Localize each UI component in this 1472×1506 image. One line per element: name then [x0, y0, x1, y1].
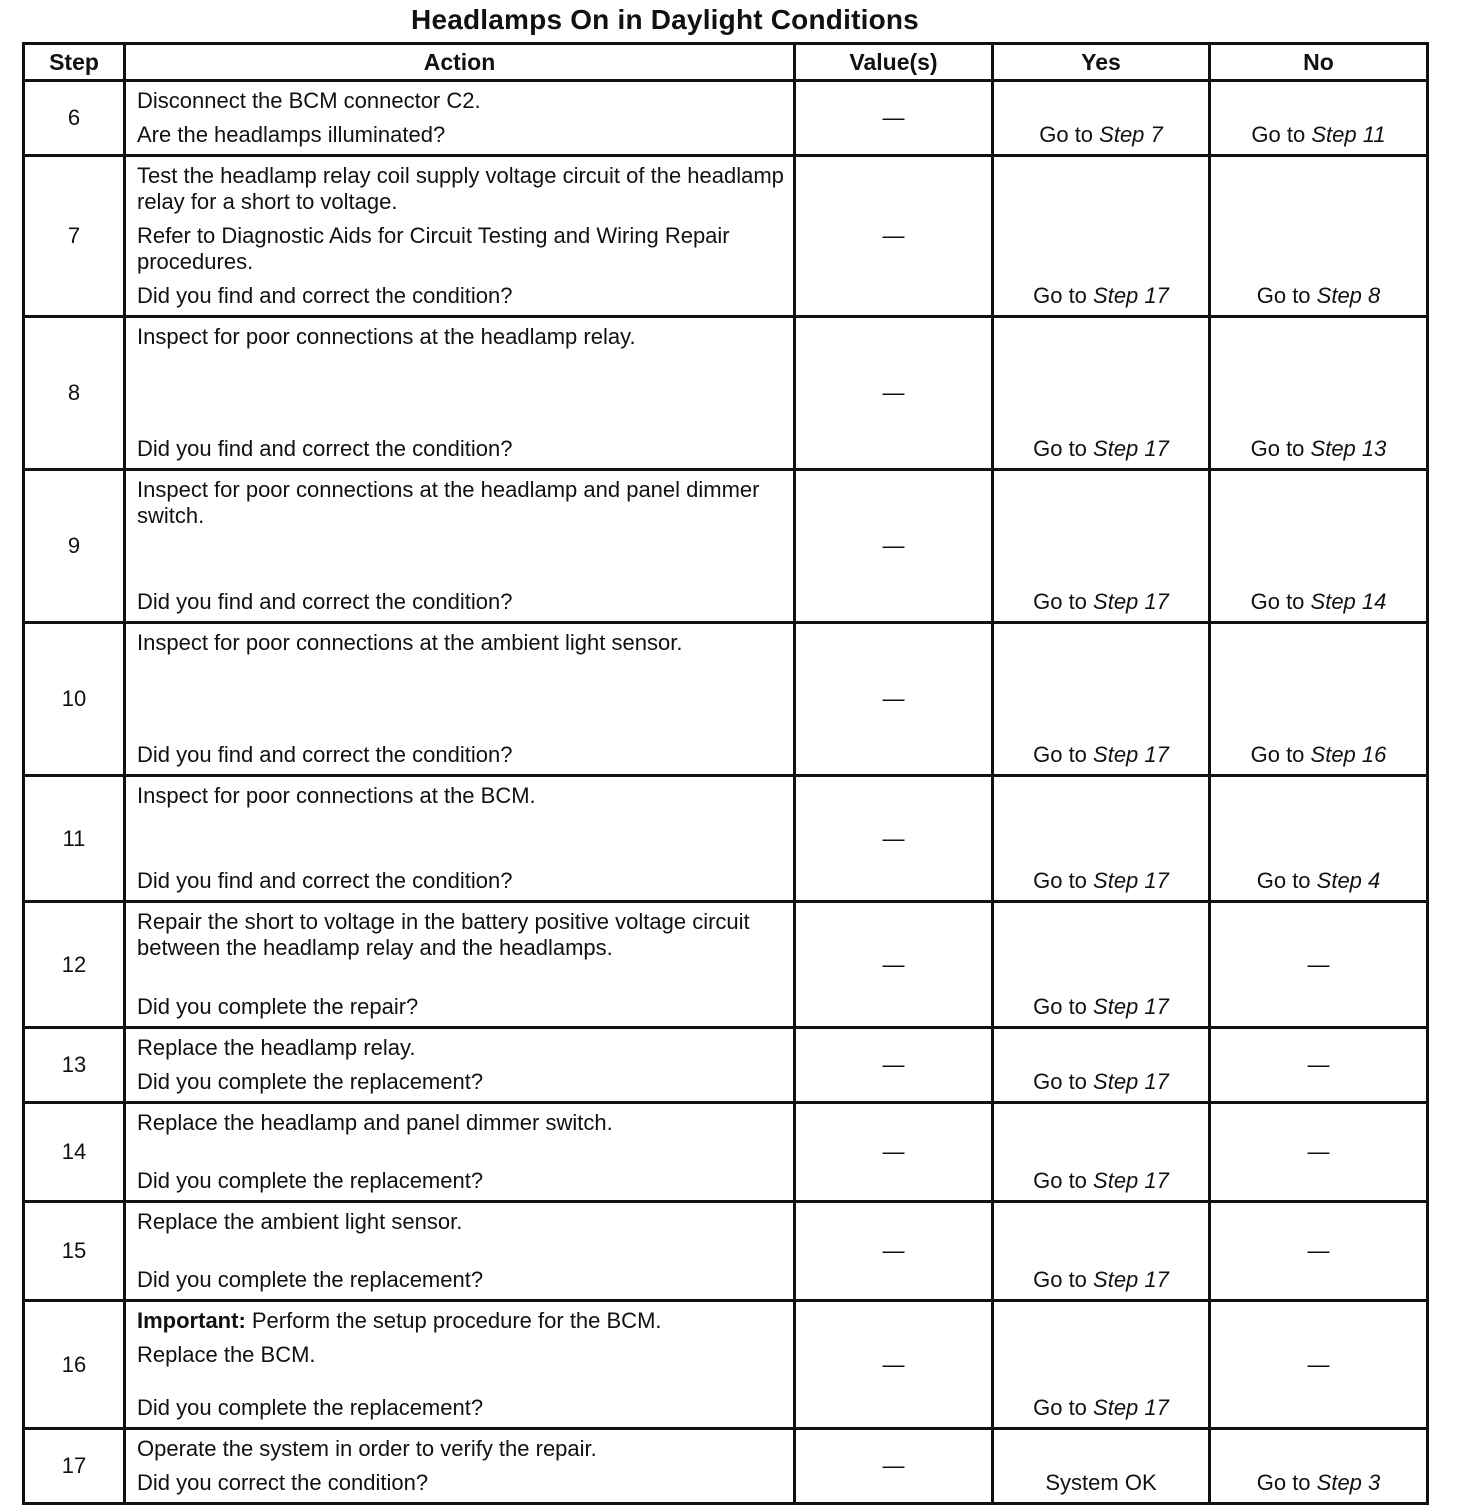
step-reference: Step 4 — [1316, 868, 1381, 893]
no-cell — [1210, 156, 1428, 317]
table-row — [24, 623, 1428, 776]
action-question: Did you find and correct the condition? — [137, 868, 513, 893]
value-cell: — — [795, 902, 993, 1028]
no-cell — [1210, 623, 1428, 776]
action-line: Inspect for poor connections at the BCM. — [137, 783, 536, 808]
action-question: Did you correct the condition? — [137, 1470, 429, 1495]
step-reference: Step 17 — [1093, 868, 1169, 893]
step-number: 7 — [24, 156, 125, 317]
action-question: Did you find and correct the condition? — [137, 742, 513, 767]
step-reference: Step 13 — [1310, 436, 1387, 461]
step-reference: Step 17 — [1093, 1069, 1169, 1094]
important-text: Perform the setup procedure for the BCM. — [245, 1308, 662, 1333]
action-cell — [125, 623, 795, 776]
action-line: Operate the system in order to verify the repair. — [137, 1436, 597, 1461]
action-cell — [125, 902, 795, 1028]
goto-prefix: Go to — [1039, 122, 1100, 147]
table-row — [24, 1301, 1428, 1429]
action-question: Did you complete the replacement? — [137, 1069, 484, 1094]
goto-prefix: Go to — [1033, 742, 1094, 767]
table-row — [24, 1429, 1428, 1504]
value-cell: — — [795, 1202, 993, 1301]
value-cell: — — [795, 623, 993, 776]
step-number: 15 — [24, 1202, 125, 1301]
action-content — [137, 1209, 785, 1293]
table-row — [24, 317, 1428, 470]
action-cell — [125, 1301, 795, 1429]
no-cell: — — [1210, 1202, 1428, 1301]
action-cell — [125, 156, 795, 317]
action-cell — [125, 317, 795, 470]
action-question: Did you complete the replacement? — [137, 1395, 484, 1420]
action-content — [137, 88, 785, 148]
step-reference: Step 17 — [1093, 436, 1169, 461]
step-number: 6 — [24, 81, 125, 156]
table-row — [24, 1028, 1428, 1103]
value-cell: — — [795, 1301, 993, 1429]
action-content — [137, 1035, 785, 1095]
yes-cell — [993, 1301, 1210, 1429]
step-reference: Step 8 — [1316, 283, 1381, 308]
no-cell: — — [1210, 1301, 1428, 1429]
goto-prefix: Go to — [1251, 122, 1312, 147]
page-title: Headlamps On in Daylight Conditions — [411, 4, 919, 35]
step-reference: Step 7 — [1099, 122, 1163, 147]
action-line: Replace the BCM. — [137, 1342, 316, 1367]
yes-cell — [993, 1103, 1210, 1202]
step-reference: Step 17 — [1093, 1267, 1169, 1292]
value-cell: — — [795, 470, 993, 623]
goto-prefix: Go to — [1256, 283, 1317, 308]
action-content — [137, 1110, 785, 1194]
action-question: Did you complete the repair? — [137, 994, 419, 1019]
action-line: Refer to Diagnostic Aids for Circuit Testing and Wiring Repair procedures. — [137, 223, 730, 274]
action-line: Repair the short to voltage in the battery positive voltage circuit between the headlamp relay and the headlamps. — [137, 909, 750, 960]
important-label: Important: — [137, 1308, 246, 1333]
yes-cell — [993, 902, 1210, 1028]
action-question: Did you find and correct the condition? — [137, 283, 513, 308]
no-cell — [1210, 317, 1428, 470]
table-row — [24, 81, 1428, 156]
table-body — [24, 81, 1428, 1504]
action-question: Did you complete the replacement? — [137, 1168, 484, 1193]
action-cell — [125, 1202, 795, 1301]
value-cell: — — [795, 1103, 993, 1202]
action-content — [137, 477, 785, 615]
action-cell — [125, 81, 795, 156]
yes-cell — [993, 776, 1210, 902]
action-cell — [125, 470, 795, 623]
header-values: Value(s) — [795, 44, 993, 81]
no-cell: — — [1210, 1103, 1428, 1202]
yes-cell — [993, 1028, 1210, 1103]
action-content — [137, 1308, 785, 1421]
action-line: Inspect for poor connections at the ambient light sensor. — [137, 630, 683, 655]
value-cell: — — [795, 81, 993, 156]
table-header-row — [24, 44, 1428, 81]
step-number: 9 — [24, 470, 125, 623]
table-row — [24, 156, 1428, 317]
step-number: 10 — [24, 623, 125, 776]
action-content — [137, 163, 785, 309]
step-reference: Step 17 — [1093, 1168, 1169, 1193]
action-line: Inspect for poor connections at the headlamp and panel dimmer switch. — [137, 477, 760, 528]
action-line: Replace the headlamp relay. — [137, 1035, 416, 1060]
no-cell: — — [1210, 902, 1428, 1028]
table-row — [24, 470, 1428, 623]
value-cell: — — [795, 776, 993, 902]
step-number: 16 — [24, 1301, 125, 1429]
step-number: 13 — [24, 1028, 125, 1103]
goto-prefix: Go to — [1033, 1267, 1094, 1292]
yes-cell — [993, 156, 1210, 317]
header-no: No — [1210, 44, 1428, 81]
goto-prefix: Go to — [1256, 868, 1317, 893]
step-reference: Step 3 — [1316, 1470, 1381, 1495]
table-row — [24, 902, 1428, 1028]
action-cell — [125, 1429, 795, 1504]
important-note — [137, 1308, 785, 1334]
action-content — [137, 630, 785, 768]
goto-prefix: Go to — [1250, 436, 1311, 461]
goto-prefix: Go to — [1033, 1168, 1094, 1193]
action-question: Did you find and correct the condition? — [137, 436, 513, 461]
yes-cell — [993, 317, 1210, 470]
action-line: Disconnect the BCM connector C2. — [137, 88, 481, 113]
goto-prefix: Go to — [1033, 994, 1094, 1019]
action-content — [137, 324, 785, 462]
action-line: Replace the ambient light sensor. — [137, 1209, 463, 1234]
action-question: Did you complete the replacement? — [137, 1267, 484, 1292]
yes-cell — [993, 1202, 1210, 1301]
table-row — [24, 1103, 1428, 1202]
step-reference: Step 16 — [1310, 742, 1387, 767]
step-reference: Step 17 — [1093, 589, 1169, 614]
yes-cell — [993, 81, 1210, 156]
action-line: Inspect for poor connections at the headlamp relay. — [137, 324, 636, 349]
value-cell: — — [795, 1028, 993, 1103]
step-reference: Step 17 — [1093, 742, 1169, 767]
action-question: Did you find and correct the condition? — [137, 589, 513, 614]
step-number: 17 — [24, 1429, 125, 1504]
step-number: 8 — [24, 317, 125, 470]
no-cell — [1210, 81, 1428, 156]
goto-prefix: Go to — [1033, 1395, 1094, 1420]
goto-prefix: Go to — [1033, 1069, 1094, 1094]
step-reference: Step 14 — [1310, 589, 1387, 614]
header-yes: Yes — [993, 44, 1210, 81]
action-cell — [125, 1103, 795, 1202]
action-line: Test the headlamp relay coil supply voltage circuit of the headlamp relay for a short to voltage. — [137, 163, 784, 214]
no-cell — [1210, 470, 1428, 623]
step-reference: Step 17 — [1093, 1395, 1169, 1420]
yes-cell — [993, 470, 1210, 623]
step-reference: Step 17 — [1093, 283, 1169, 308]
goto-prefix: Go to — [1033, 283, 1094, 308]
step-number: 12 — [24, 902, 125, 1028]
table-row — [24, 776, 1428, 902]
goto-prefix: Go to — [1250, 742, 1311, 767]
step-number: 14 — [24, 1103, 125, 1202]
yes-cell: System OK — [993, 1429, 1210, 1504]
goto-prefix: Go to — [1250, 589, 1311, 614]
action-line: Replace the headlamp and panel dimmer switch. — [137, 1110, 613, 1135]
action-content — [137, 1436, 785, 1496]
goto-prefix: Go to — [1033, 868, 1094, 893]
step-reference: Step 11 — [1311, 122, 1386, 147]
no-cell: — — [1210, 1028, 1428, 1103]
goto-prefix: Go to — [1256, 1470, 1317, 1495]
step-reference: Step 17 — [1093, 994, 1169, 1019]
diagnostic-table — [22, 42, 1429, 1505]
value-cell: — — [795, 317, 993, 470]
header-step: Step — [24, 44, 125, 81]
action-content — [137, 909, 785, 1020]
table-row — [24, 1202, 1428, 1301]
no-cell — [1210, 1429, 1428, 1504]
value-cell: — — [795, 1429, 993, 1504]
goto-prefix: Go to — [1033, 436, 1094, 461]
action-content — [137, 783, 785, 894]
action-cell — [125, 776, 795, 902]
header-action: Action — [125, 44, 795, 81]
goto-prefix: Go to — [1033, 589, 1094, 614]
yes-cell — [993, 623, 1210, 776]
no-cell — [1210, 776, 1428, 902]
value-cell: — — [795, 156, 993, 317]
step-number: 11 — [24, 776, 125, 902]
action-question: Are the headlamps illuminated? — [137, 122, 446, 147]
action-cell — [125, 1028, 795, 1103]
